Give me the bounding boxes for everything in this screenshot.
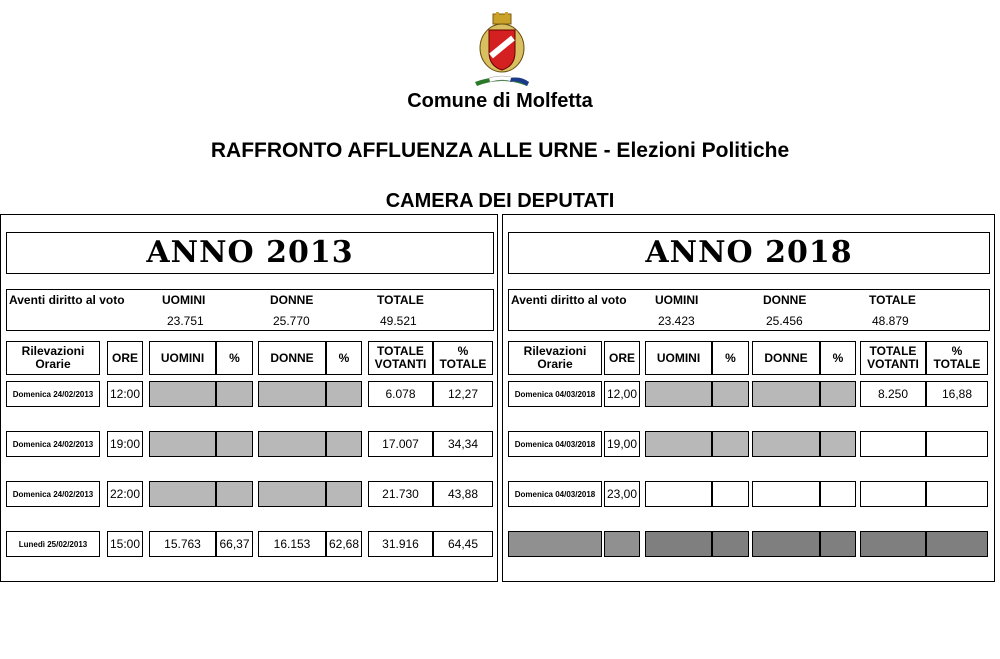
row-perc-uomini: [712, 431, 749, 457]
row-donne: 16.153: [258, 531, 326, 557]
aventi-uomini: 23.751: [167, 314, 204, 328]
row-perc-totale: [926, 431, 988, 457]
row-uomini: 15.763: [149, 531, 216, 557]
row-votanti: 17.007: [368, 431, 433, 457]
row-ore: [604, 531, 640, 557]
row-date: Domenica 04/03/2018: [508, 381, 602, 407]
year-title-2013: ANNO 2013: [6, 232, 494, 274]
aventi-label: Aventi diritto al voto: [9, 293, 125, 307]
row-date: Domenica 04/03/2018: [508, 431, 602, 457]
panel-2018: [502, 214, 995, 582]
col-ore: ORE: [604, 341, 640, 375]
totale-label: TOTALE: [377, 293, 424, 307]
row-date: Domenica 04/03/2018: [508, 481, 602, 507]
col-pt-2: TOTALE: [439, 357, 487, 371]
row-donne: [258, 481, 326, 507]
donne-label: DONNE: [763, 293, 807, 307]
row-date: Domenica 24/02/2013: [6, 481, 100, 507]
col-rilevazioni-2: Orarie: [537, 357, 573, 371]
row-votanti: [860, 431, 926, 457]
row-perc-uomini: [216, 381, 253, 407]
col-uomini: UOMINI: [149, 341, 216, 375]
row-ore: 19,00: [604, 431, 640, 457]
row-donne: [258, 381, 326, 407]
report-title: RAFFRONTO AFFLUENZA ALLE URNE - Elezioni Politiche: [210, 139, 790, 162]
row-donne: [258, 431, 326, 457]
aventi-totale: 48.879: [872, 314, 909, 328]
row-date: Domenica 24/02/2013: [6, 431, 100, 457]
col-perc-totale: [926, 341, 988, 375]
comune-crest-icon: [467, 12, 537, 88]
col-rilevazioni: [6, 341, 100, 375]
row-perc-donne: 62,68: [326, 531, 362, 557]
col-donne: DONNE: [258, 341, 326, 375]
row-votanti: [860, 531, 926, 557]
row-donne: [752, 431, 820, 457]
uomini-label: UOMINI: [655, 293, 699, 307]
row-date: Domenica 24/02/2013: [6, 381, 100, 407]
col-totale-votanti: [860, 341, 926, 375]
row-uomini: [149, 381, 216, 407]
aventi-donne: 25.456: [766, 314, 803, 328]
col-perc-uomini: %: [216, 341, 253, 375]
row-donne: [752, 481, 820, 507]
uomini-label: UOMINI: [162, 293, 206, 307]
row-perc-totale: 16,88: [926, 381, 988, 407]
col-ore: ORE: [107, 341, 143, 375]
col-perc-totale: [433, 341, 493, 375]
row-uomini: [645, 381, 712, 407]
row-votanti: [860, 481, 926, 507]
row-perc-totale: 43,88: [433, 481, 493, 507]
row-perc-donne: [820, 531, 856, 557]
aventi-donne: 25.770: [273, 314, 310, 328]
row-ore: 22:00: [107, 481, 143, 507]
row-perc-donne: [326, 381, 362, 407]
row-uomini: [149, 481, 216, 507]
aventi-uomini: 23.423: [658, 314, 695, 328]
col-perc-uomini: %: [712, 341, 749, 375]
row-perc-uomini: 66,37: [216, 531, 253, 557]
row-perc-donne: [820, 381, 856, 407]
row-date: [508, 531, 602, 557]
row-perc-totale: 64,45: [433, 531, 493, 557]
col-perc-donne: %: [820, 341, 856, 375]
aventi-label: Aventi diritto al voto: [511, 293, 627, 307]
donne-label: DONNE: [270, 293, 314, 307]
row-uomini: [149, 431, 216, 457]
row-perc-uomini: [216, 481, 253, 507]
row-perc-totale: 12,27: [433, 381, 493, 407]
totale-label: TOTALE: [869, 293, 916, 307]
row-ore: 12,00: [604, 381, 640, 407]
row-uomini: [645, 531, 712, 557]
col-uomini: UOMINI: [645, 341, 712, 375]
col-totale-votanti: [368, 341, 433, 375]
col-donne: DONNE: [752, 341, 820, 375]
col-perc-donne: %: [326, 341, 362, 375]
row-ore: 23,00: [604, 481, 640, 507]
row-ore: 15:00: [107, 531, 143, 557]
col-rilevazioni: [508, 341, 602, 375]
aventi-box-2013: [6, 289, 494, 331]
row-votanti: 6.078: [368, 381, 433, 407]
row-uomini: [645, 431, 712, 457]
row-perc-donne: [326, 431, 362, 457]
row-perc-uomini: [216, 431, 253, 457]
col-rilevazioni-1: Rilevazioni: [523, 344, 587, 358]
row-perc-donne: [820, 481, 856, 507]
row-votanti: 21.730: [368, 481, 433, 507]
row-perc-totale: 34,34: [433, 431, 493, 457]
col-tv-1: TOTALE: [869, 344, 917, 358]
col-tv-2: VOTANTI: [374, 357, 427, 371]
row-date: Lunedì 25/02/2013: [6, 531, 100, 557]
col-tv-2: VOTANTI: [867, 357, 919, 371]
row-donne: [752, 381, 820, 407]
year-title-2018: ANNO 2018: [508, 232, 990, 274]
col-rilevazioni-2: Orarie: [35, 357, 71, 371]
chamber-title: CAMERA DEI DEPUTATI: [385, 190, 615, 212]
col-rilevazioni-1: Rilevazioni: [21, 344, 85, 358]
aventi-box-2018: [508, 289, 990, 331]
row-ore: 19:00: [107, 431, 143, 457]
row-perc-totale: [926, 481, 988, 507]
row-votanti: 8.250: [860, 381, 926, 407]
row-perc-totale: [926, 531, 988, 557]
col-pt-1: %: [457, 344, 469, 358]
row-votanti: 31.916: [368, 531, 433, 557]
row-donne: [752, 531, 820, 557]
col-tv-1: TOTALE: [377, 344, 424, 358]
col-pt-2: TOTALE: [933, 357, 981, 371]
aventi-totale: 49.521: [380, 314, 417, 328]
row-perc-donne: [820, 431, 856, 457]
row-perc-uomini: [712, 481, 749, 507]
row-perc-uomini: [712, 531, 749, 557]
panel-2013: [0, 214, 498, 582]
comune-title: Comune di Molfetta: [407, 90, 593, 112]
row-perc-donne: [326, 481, 362, 507]
col-pt-1: %: [951, 344, 963, 358]
row-perc-uomini: [712, 381, 749, 407]
row-ore: 12:00: [107, 381, 143, 407]
row-uomini: [645, 481, 712, 507]
